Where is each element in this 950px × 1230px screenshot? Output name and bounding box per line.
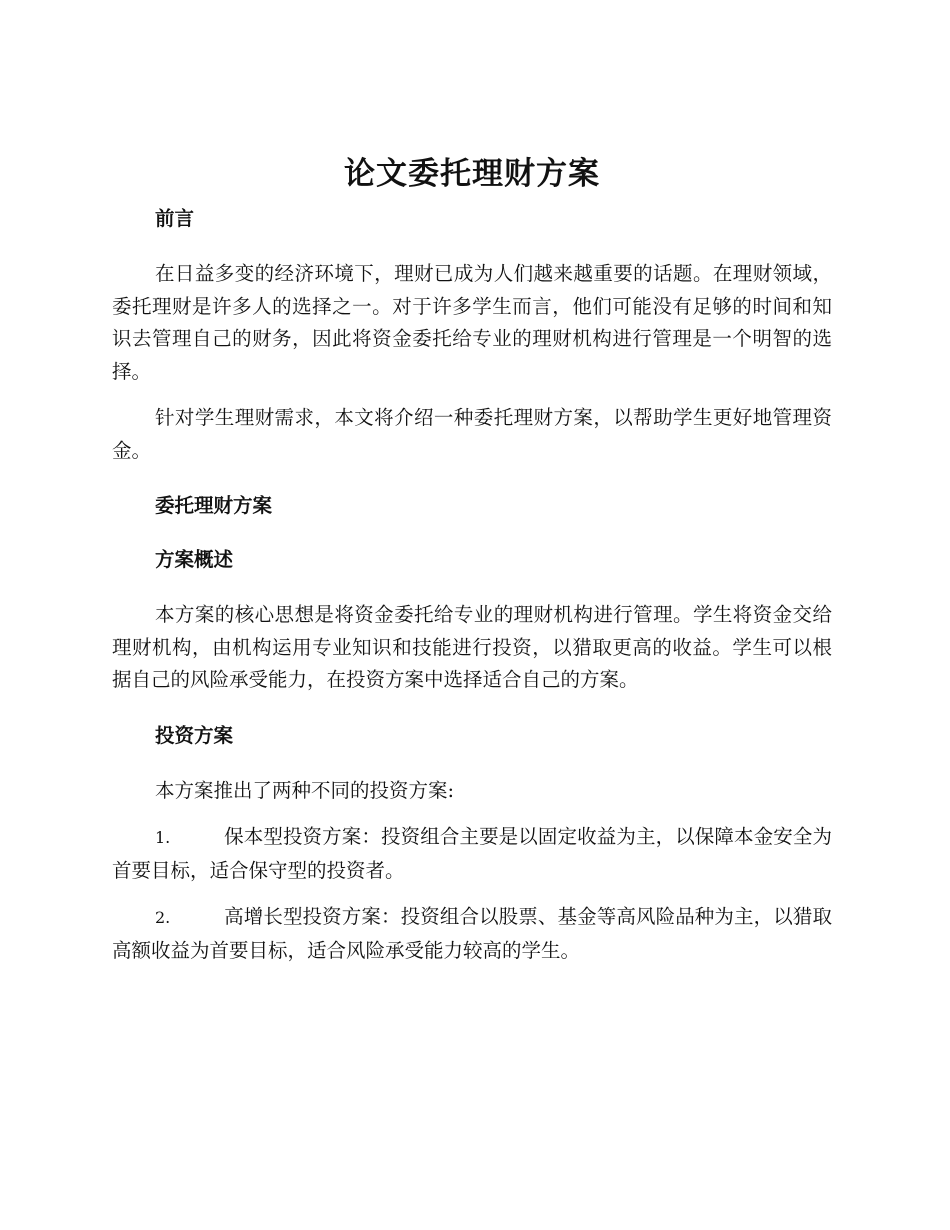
section-heading-overview: 方案概述 <box>155 548 234 571</box>
list-item-text: 高增长型投资方案：投资组合以股票、基金等高风险品种为主，以猎取高额收益为首要目标，适合风险承受能力较高的学生。 <box>112 905 832 962</box>
section-heading-preface: 前言 <box>155 207 195 230</box>
list-item-number: 1. <box>155 828 171 847</box>
paragraph-overview: 本方案的核心思想是将资金委托给专业的理财机构进行管理。学生将资金交给理财机构，由机构运用专业知识和技能进行投资，以猎取更高的收益。学生可以根据自己的风险承受能力，在投资方案中选择适合自己的方案。 <box>112 603 832 691</box>
document-title: 论文委托理财方案 <box>344 156 600 192</box>
paragraph-preface-1: 在日益多变的经济环境下，理财已成为人们越来越重要的话题。在理财领域，委托理财是许多人的选择之一。对于许多学生而言，他们可能没有足够的时间和知识去管理自己的财务，因此将资金委托给专业的理财机构进行管理是一个明智的选择。 <box>112 262 832 383</box>
section-heading-plan: 委托理财方案 <box>155 494 273 517</box>
paragraph-investment-intro: 本方案推出了两种不同的投资方案: <box>155 778 455 802</box>
section-heading-investment: 投资方案 <box>155 723 234 747</box>
list-item-number: 2. <box>155 908 171 927</box>
list-item <box>112 901 832 967</box>
document-page <box>112 150 832 981</box>
paragraph-preface-2: 针对学生理财需求，本文将介绍一种委托理财方案，以帮助学生更好地管理资金。 <box>112 406 832 462</box>
list-item <box>112 821 832 887</box>
list-item-text: 保本型投资方案：投资组合主要是以固定收益为主，以保障本金安全为首要目标，适合保守型的投资者。 <box>112 825 832 882</box>
